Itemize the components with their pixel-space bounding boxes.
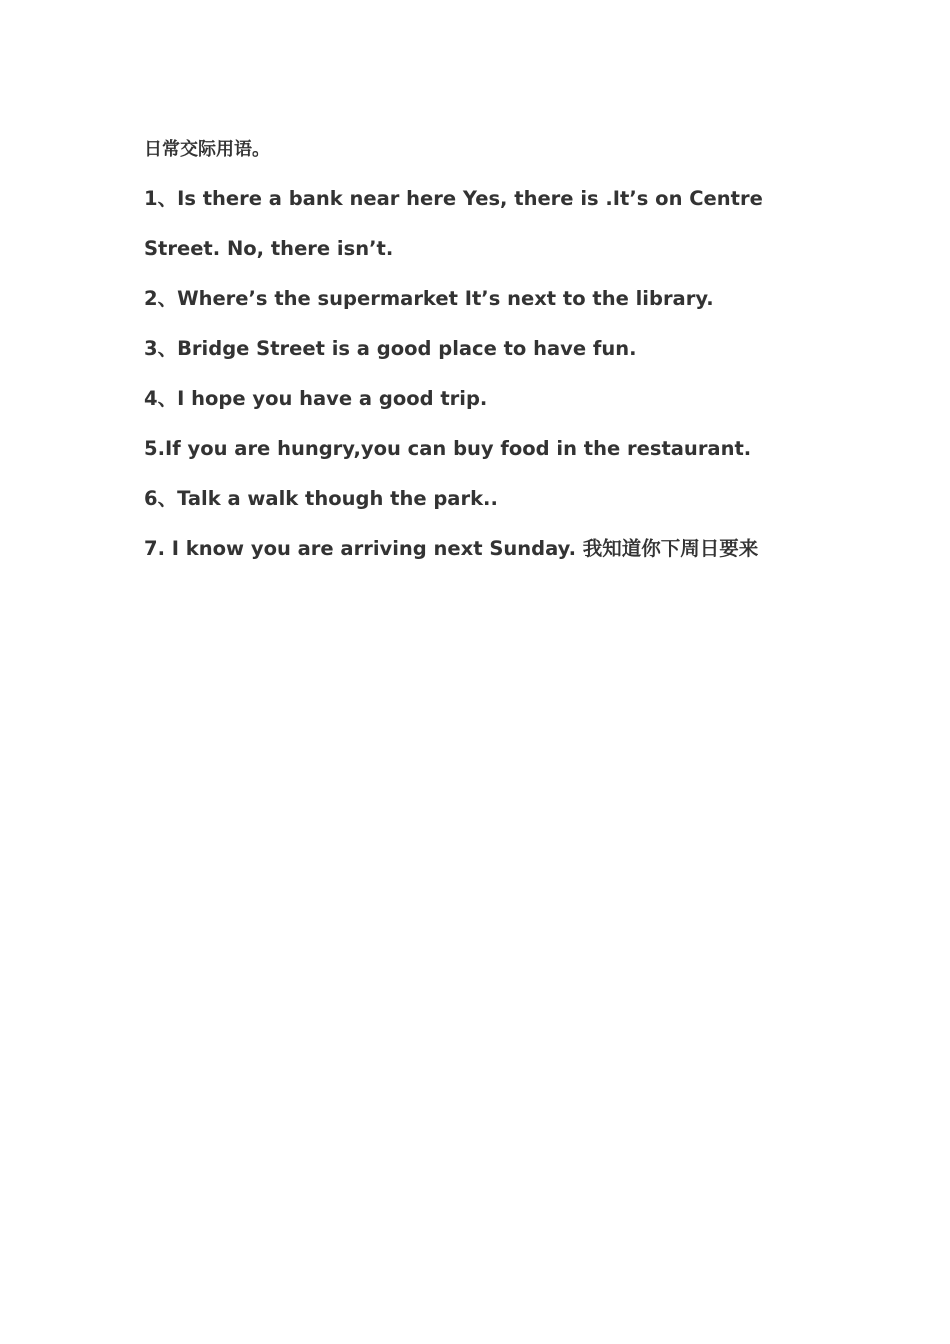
phrase-line-7: 7. I know you are arriving next Sunday. 我知道你下周日要来	[144, 537, 759, 560]
phrase-line-4: 4、I hope you have a good trip.	[144, 387, 488, 410]
phrase-line-5: 5.If you are hungry,you can buy food in the restaurant.	[144, 437, 752, 460]
phrase-line-6: 6、Talk a walk though the park..	[144, 487, 498, 510]
phrase-line-3: 3、Bridge Street is a good place to have fun.	[144, 337, 637, 360]
document-content	[144, 136, 824, 574]
section-heading: 日常交际用语。	[144, 139, 270, 160]
phrase-line-2: 2、Where’s the supermarket It’s next to the library.	[144, 287, 714, 310]
phrase-line-1: 1、Is there a bank near here Yes, there is .It’s on Centre Street. No, there isn’t.	[144, 187, 770, 260]
